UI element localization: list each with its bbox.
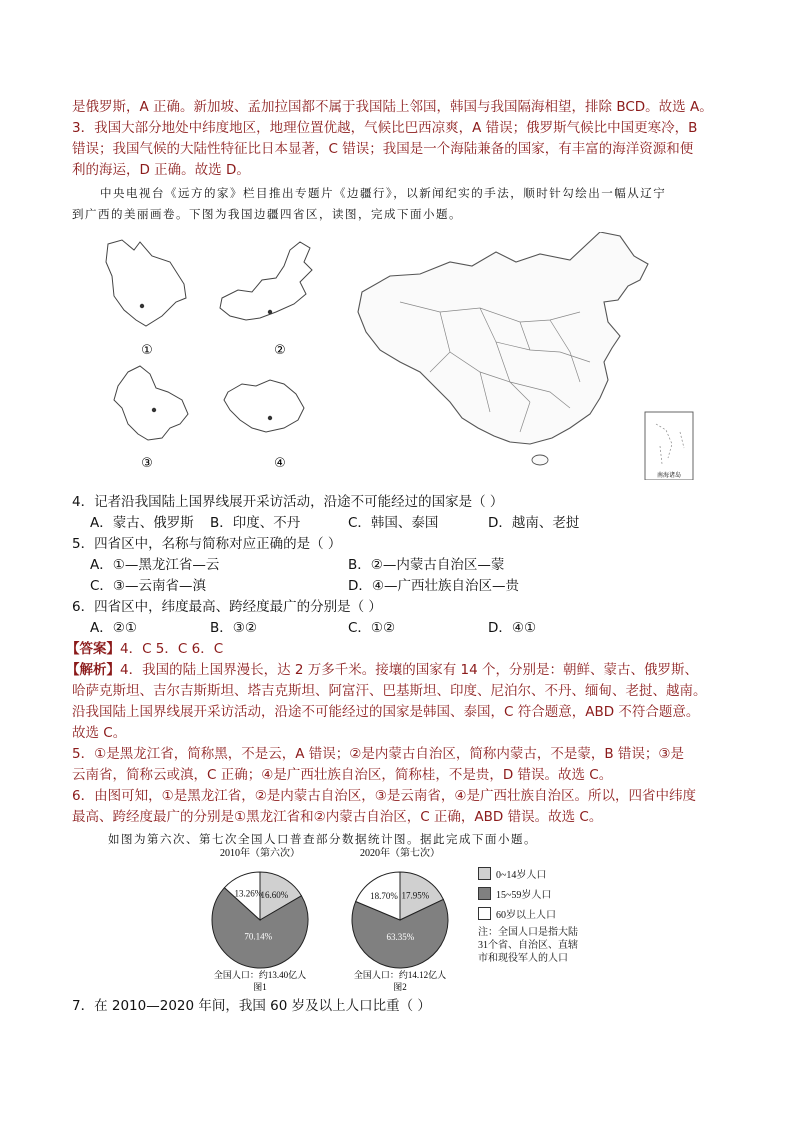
pie-caption: 图2 (393, 982, 407, 992)
legend-item-0-14 (478, 866, 546, 881)
map-label-3: ③ (141, 456, 153, 471)
map-label-1: ① (141, 343, 153, 358)
question-intro: 到广西的美丽画卷。下图为我国边疆四省区，读图，完成下面小题。 (72, 207, 462, 221)
analysis-line: 是俄罗斯，A 正确。新加坡、孟加拉国都不属于我国陆上邻国，韩国与我国隔海相望，排除 BCD。故选 A。 (72, 99, 713, 115)
legend-swatch (478, 867, 491, 880)
pie-footer: 全国人口：约14.12亿人 (353, 970, 447, 980)
map-label-4: ④ (274, 456, 286, 471)
pie-footer: 全国人口：约13.40亿人 (213, 970, 307, 980)
analysis-line: 3．我国大部分地处中纬度地区，地理位置优越，气候比巴西凉爽，A 错误；俄罗斯气候比中国更寒冷，B (72, 120, 698, 136)
analysis-line: 5．①是黑龙江省，简称黑，不是云，A 错误；②是内蒙古自治区，简称内蒙古，不是蒙，B 错误；③是 (72, 746, 684, 762)
inner-mongolia-outline (220, 242, 312, 320)
heilongjiang-outline (106, 240, 186, 326)
analysis-line: 云南省，简称云或滇，C 正确；④是广西壮族自治区，简称桂，不是贵，D 错误。故选 C。 (72, 767, 613, 783)
q5-option-b: B．②—内蒙古自治区—蒙 (348, 557, 505, 573)
chart-intro: 如图为第六次、第七次全国人口普查部分数据统计图。据此完成下面小题。 (108, 832, 537, 846)
legend-swatch (478, 887, 491, 900)
q4-option-d: D．越南、老挝 (488, 515, 580, 531)
population-pie-charts (200, 842, 480, 992)
q6-option-c: C．①② (348, 620, 396, 636)
answer-line (66, 639, 726, 660)
answer-text: 4．C 5．C 6．C (120, 641, 224, 657)
answer-tag: 【答案】 (66, 641, 120, 657)
question-6-stem: 6．四省区中，纬度最高、跨经度最广的分别是（ ） (72, 599, 382, 615)
legend-note-line: 市和现役军人的人口 (478, 953, 568, 964)
analysis-text: 4．我国的陆上国界漫长，达 2 万多千米。接壤的国家有 14 个，分别是：朝鲜、蒙古、俄罗斯、 (120, 662, 699, 678)
q4-option-a: A．蒙古、俄罗斯 (90, 515, 194, 531)
analysis-line: 沿我国陆上国界线展开采访活动，沿途不可能经过的国家是韩国、泰国，C 符合题意，ABD 不符合题意。 (72, 704, 700, 720)
analysis-line: 哈萨克斯坦、吉尔吉斯斯坦、塔吉克斯坦、阿富汗、巴基斯坦、印度、尼泊尔、不丹、缅甸、老挝、越南。 (72, 683, 707, 699)
legend-label: 60岁以上人口 (496, 910, 556, 921)
pie-value-label: 13.26% (234, 888, 263, 899)
question-4-stem: 4．记者沿我国陆上国界线展开采访活动，沿途不可能经过的国家是（ ） (72, 494, 504, 510)
analysis-line: 利的海运，D 正确。故选 D。 (72, 162, 250, 178)
legend-swatch (478, 907, 491, 920)
question-intro: 中央电视台《远方的家》栏目推出专题片《边疆行》，以新闻纪实的手法，顺时针勾绘出一幅从辽宁 (100, 186, 667, 200)
pie-value-label: 63.35% (386, 931, 415, 942)
pie-value-label: 17.95% (401, 890, 430, 901)
pie-value-label: 70.14% (244, 931, 273, 942)
q6-option-b: B．③② (210, 620, 257, 636)
analysis-tag: 【解析】 (66, 662, 120, 678)
q5-option-d: D．④—广西壮族自治区—贵 (348, 578, 519, 594)
q6-option-a: A．②① (90, 620, 137, 636)
legend-label: 0~14岁人口 (496, 870, 547, 881)
map-label-2: ② (274, 343, 286, 358)
q5-option-c: C．③—云南省—滇 (90, 578, 207, 594)
pie-title: 2010年（第六次） (220, 848, 300, 859)
analysis-line: 错误；我国气候的大陆性特征比日本显著，C 错误；我国是一个海陆兼备的国家，有丰富的海洋资源和便 (72, 141, 694, 157)
q4-option-b: B．印度、不丹 (210, 515, 301, 531)
yunnan-outline (114, 366, 188, 440)
q5-option-a: A．①—黑龙江省—云 (90, 557, 220, 573)
q4-option-c: C．韩国、泰国 (348, 515, 439, 531)
analysis-line (66, 660, 726, 681)
legend-item-60plus (478, 906, 556, 921)
analysis-line: 6．由图可知，①是黑龙江省，②是内蒙古自治区，③是云南省，④是广西壮族自治区。所以，四省中纬度 (72, 788, 696, 804)
legend-note (478, 926, 578, 965)
q6-option-d: D．④① (488, 620, 537, 636)
guangxi-outline (224, 380, 304, 432)
question-5-stem: 5．四省区中，名称与简称对应正确的是（ ） (72, 536, 342, 552)
question-7-stem: 7．在 2010—2020 年间，我国 60 岁及以上人口比重（ ） (72, 998, 431, 1014)
pie-title: 2020年（第七次） (360, 848, 440, 859)
pie-caption: 图1 (253, 982, 267, 992)
pie-value-label: 16.60% (260, 890, 289, 901)
pie-value-label: 18.70% (370, 891, 398, 902)
china-map (358, 232, 693, 480)
legend-item-15-59 (478, 886, 551, 901)
inset-label: 南海诸岛 (656, 472, 682, 479)
legend-label: 15~59岁人口 (496, 890, 552, 901)
legend-note-line: 31个省、自治区、直辖 (478, 940, 578, 951)
province-maps-figure (100, 232, 700, 480)
analysis-line: 故选 C。 (72, 725, 127, 741)
legend-note-line: 注：全国人口是指大陆 (478, 927, 578, 938)
analysis-line: 最高、跨经度最广的分别是①黑龙江省和②内蒙古自治区，C 正确，ABD 错误。故选 C。 (72, 809, 603, 825)
